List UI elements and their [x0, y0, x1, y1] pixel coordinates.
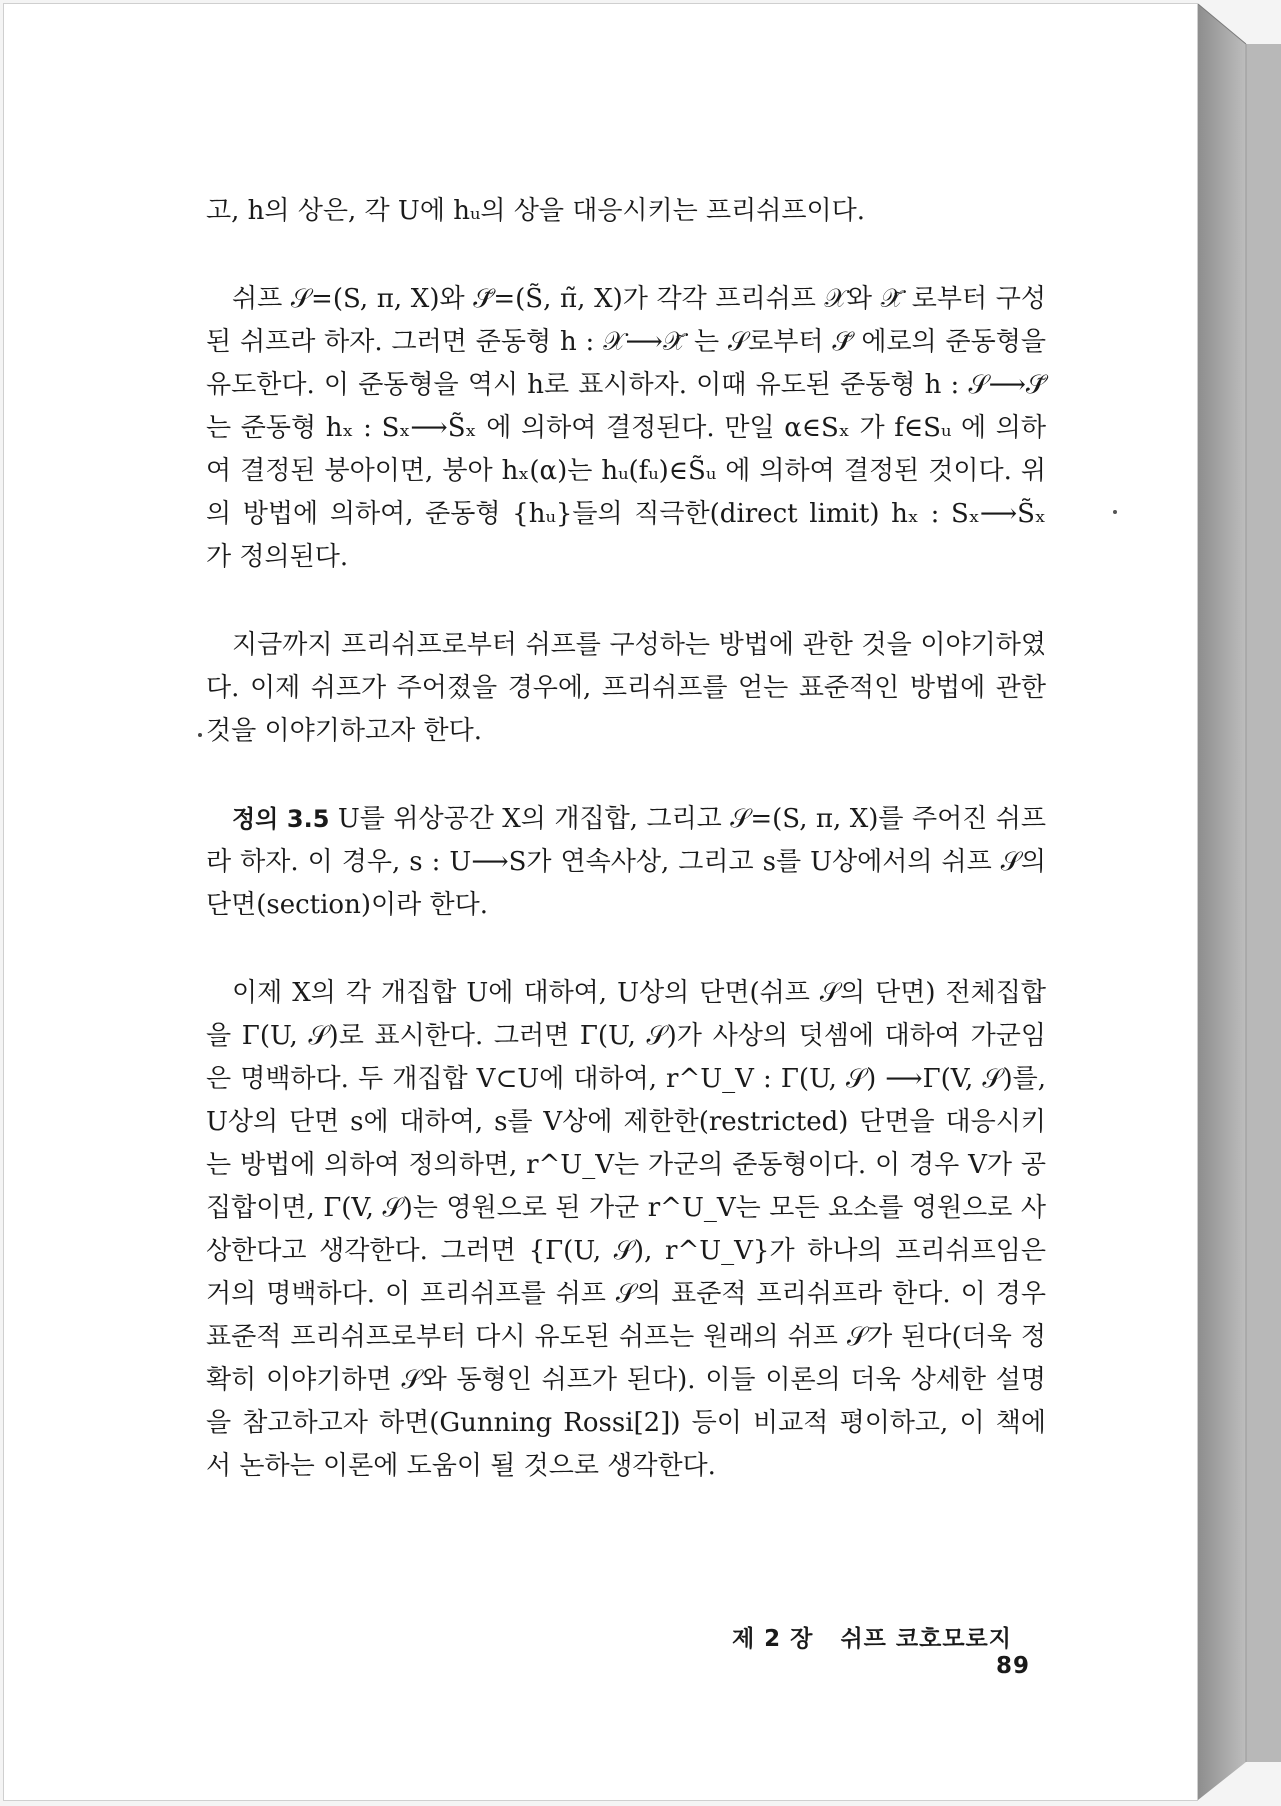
footer-chapter: 제 2 장: [731, 1626, 814, 1652]
paragraph-5: 이제 X의 각 개집합 U에 대하여, U상의 단면(쉬프 𝒮의 단면) 전체집합을 Γ(U, 𝒮)로 표시한다. 그러면 Γ(U, 𝒮)가 사상의 덧셈에 대하여 가군임은 명백하다. 두 개집합 V⊂U에 대하여, r^U_V : Γ(U, 𝒮) ⟶Γ(V, 𝒮)를, U상의 단면 s에 대하여, s를 V상에 제한한(restricted) 단면을 대응시키는 방법에 의하여 정의하면, r^U_V는 가군의 준동형이다. 이 경우 V가 공집합이면, Γ(V, 𝒮)는 영원으로 된 가군 r^U_V는 모든 요소를 영원으로 사상한다고 생각한다. 그러면 {Γ(U, 𝒮), r^U_V}가 하나의 프리쉬프임은 거의 명백하다. 이 프리쉬프를 쉬프 𝒮의 표준적 프리쉬프라 한다. 이 경우 표준적 프리쉬프로부터 다시 유도된 쉬프는 원래의 쉬프 𝒮가 된다(더욱 정확히 이야기하면 𝒮와 동형인 쉬프가 된다). 이들 이론의 더욱 상세한 설명을 참고하고자 하면(Gunning Rossi[2]) 등이 비교적 평이하고, 이 책에서 논하는 이론에 도움이 될 것으로 생각한다.: [206, 978, 1046, 1481]
page-number: 89: [995, 1653, 1030, 1679]
page-stack-edge: [1198, 0, 1281, 1806]
page-stack-edge-graphic: [1198, 0, 1281, 1806]
scan-speck: [198, 733, 202, 737]
paragraph-2: 쉬프 𝒮=(S, π, X)와 𝒮̃=(S̃, π̃, X)가 각각 프리쉬프 𝒳와 𝒳̃ 로부터 구성된 쉬프라 하자. 그러면 준동형 h : 𝒳⟶𝒳̃ 는 𝒮로부터 𝒮̃ 에로의 준동형을 유도한다. 이 준동형을 역시 h로 표시하자. 이때 유도된 준동형 h : 𝒮⟶𝒮̃ 는 준동형 hₓ : Sₓ⟶S̃ₓ 에 의하여 결정된다. 만일 α∈Sₓ 가 f∈Sᵤ 에 의하여 결정된 붕아이면, 붕아 hₓ(α)는 hᵤ(fᵤ)∈S̃ᵤ 에 의하여 결정된 것이다. 위의 방법에 의하여, 준동형 {hᵤ}들의 직극한(direct limit) hₓ : Sₓ⟶S̃ₓ 가 정의된다.: [206, 284, 1046, 572]
body-text: [206, 190, 1046, 1488]
scan-speck: [1113, 510, 1117, 514]
paragraph-1: 고, h의 상은, 각 U에 hᵤ의 상을 대응시키는 프리쉬프이다.: [206, 196, 866, 226]
paragraph-3: 지금까지 프리쉬프로부터 쉬프를 구성하는 방법에 관한 것을 이야기하였다. 이제 쉬프가 주어졌을 경우에, 프리쉬프를 얻는 표준적인 방법에 관한 것을 이야기하고자 한다.: [206, 630, 1046, 746]
definition-paragraph: [206, 798, 1046, 927]
footer-title: 쉬프 코호모로지: [840, 1626, 1012, 1652]
definition-text: U를 위상공간 X의 개집합, 그리고 𝒮=(S, π, X)를 주어진 쉬프라 하자. 이 경우, s : U⟶S가 연속사상, 그리고 s를 U상에서의 쉬프 𝒮의 단면(section)이라 한다.: [206, 804, 1046, 920]
running-footer: [700, 1620, 1030, 1679]
definition-label: 정의 3.5: [232, 805, 330, 833]
